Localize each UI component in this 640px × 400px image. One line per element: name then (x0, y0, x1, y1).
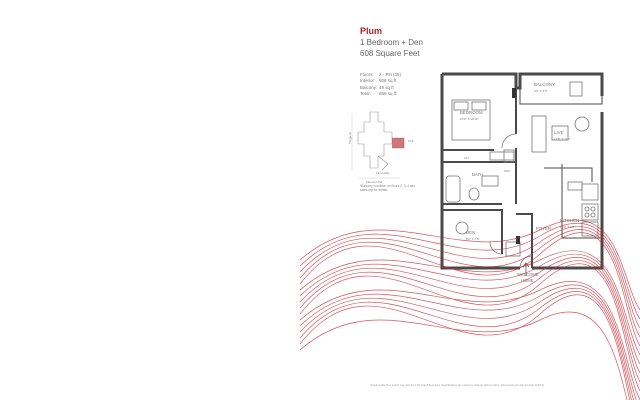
kitchen-island (544, 168, 592, 182)
room-label-wd: W/D (504, 169, 510, 173)
wave-line (300, 281, 640, 400)
specs-table (360, 72, 401, 98)
wave-line (300, 251, 640, 355)
floor-notes: *Balcony condition on floors 2, 3, 4 see sales rep for details (360, 184, 416, 192)
bathtub-icon (446, 176, 460, 202)
armchair-icon (575, 117, 589, 131)
closet-icon (490, 152, 514, 160)
unit-area: 608 Square Feet (360, 49, 420, 58)
wave-line (300, 285, 640, 400)
dishwasher-icon (582, 184, 598, 200)
wave-line (300, 264, 640, 391)
room-dim-balcony: 9'6" X 5'0" (534, 89, 548, 93)
exterior-wall (442, 74, 602, 96)
wave-line (300, 230, 640, 337)
room-label-lin: LIN (464, 156, 469, 160)
vanity-icon (482, 176, 498, 186)
room-label-kitchen: KITCHEN (560, 218, 580, 223)
room-dim-live: 12'8" X 11'0" (554, 137, 571, 141)
room-label-den: DEN (466, 230, 476, 235)
wave-line (300, 257, 640, 373)
keyplan-tag: Unit (408, 139, 414, 143)
toilet-icon (469, 188, 479, 200)
unit-name: Plum (360, 26, 383, 36)
room-label-bath: BATH (472, 172, 484, 177)
keyplan-street-bottom: Floors 2-PH (366, 180, 383, 184)
balcony-chair-icon (570, 82, 582, 96)
decorative-waves (300, 200, 640, 400)
room-label-live: LIVE (554, 130, 564, 135)
room-label-balcony: BALCONY (534, 82, 555, 87)
welcome-text: WELCOME (517, 272, 539, 277)
room-dim-bedroom: 10'0" X 10'10" (460, 117, 479, 121)
spec-row: Total: 656 sq ft (360, 91, 397, 97)
wave-line (300, 226, 640, 328)
sofa-icon (532, 116, 546, 152)
balcony-outline (520, 74, 602, 104)
column-icon (512, 88, 516, 98)
bedroom-door-icon (502, 134, 516, 148)
sink-icon (568, 182, 582, 190)
room-label-bedroom: BEDROOM (460, 110, 483, 115)
room-label-foyer: FOYER (536, 226, 552, 231)
spec-row: Balcony: 48 sq ft (360, 84, 394, 90)
keyplan-note: Floor plan (376, 171, 390, 175)
spec-row: Floors: 2 - PH (35) (360, 72, 402, 77)
home-text: HOME (521, 278, 534, 283)
room-dim-kitchen: 10'0" X 8'8" (560, 225, 576, 229)
keyplan-street-left: Yonge St (348, 131, 352, 144)
keyplan-unit-highlight (392, 138, 404, 148)
spec-row: Interior: 608 sq ft (360, 78, 397, 84)
disclaimer: Actual usable floor space may vary from the stated floor area. Specifications are subject to change without notice. Dimensions are approximate. E.&O.E. (370, 384, 545, 387)
unit-layout: 1 Bedroom + Den (360, 38, 423, 47)
key-plan (348, 104, 438, 192)
room-dim-den: 8'0" X 7'8" (466, 237, 480, 241)
